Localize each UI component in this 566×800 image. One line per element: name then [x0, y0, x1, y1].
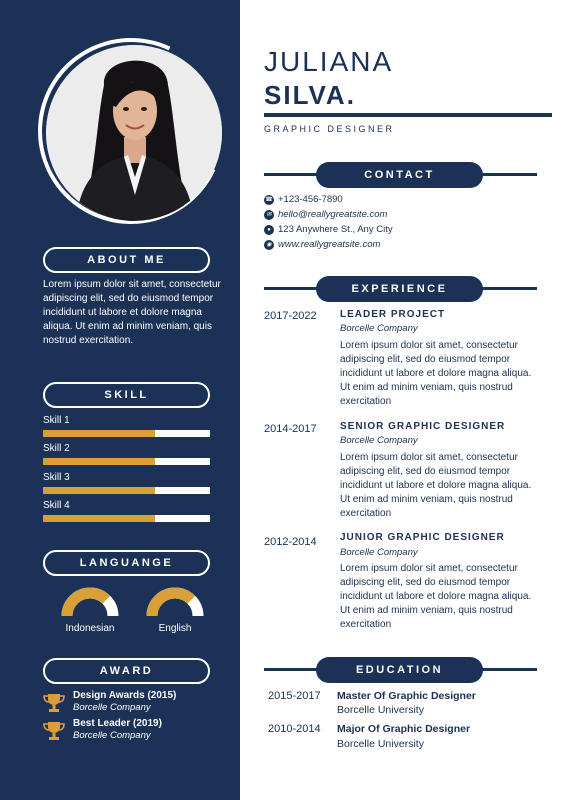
phone-text: +123-456-7890	[278, 194, 343, 205]
award-item	[43, 690, 223, 716]
education-degree: Master Of Graphic Designer	[337, 690, 476, 702]
language-item	[142, 585, 208, 634]
language-heading: LANGUANGE	[43, 550, 210, 576]
about-heading: ABOUT ME	[43, 247, 210, 273]
education-years: 2010-2014	[268, 723, 321, 735]
experience-title: JUNIOR GRAPHIC DESIGNER	[340, 532, 505, 543]
experience-description: Lorem ipsum dolor sit amet, consectetur adipiscing elit, sed do eiusmod tempor incididunt ut labore et dolore magna aliqua. Ut enim ad minim veniam, quis nostrud exercitation	[340, 563, 532, 630]
skill-bar	[43, 487, 210, 494]
language-gauge	[59, 585, 121, 617]
first-name: JULIANA	[264, 46, 394, 77]
contact-address	[264, 223, 393, 236]
award-title: Design Awards (2015)	[73, 690, 177, 701]
experience-years: 2014-2017	[264, 423, 317, 435]
website-text: www.reallygreatsite.com	[278, 239, 381, 250]
skill-bar-fill	[43, 487, 155, 494]
experience-description: Lorem ipsum dolor sit amet, consectetur adipiscing elit, sed do eiusmod tempor incididunt ut labore et dolore magna aliqua. Ut enim ad minim veniam, quis nostrud exercitation	[340, 452, 532, 519]
language-gauge-fill	[67, 593, 106, 616]
sidebar	[0, 0, 240, 800]
skill-item	[43, 443, 210, 465]
experience-company: Borcelle Company	[340, 547, 418, 558]
education-school: Borcelle University	[337, 738, 424, 750]
experience-title: LEADER PROJECT	[340, 309, 446, 320]
skill-heading: SKILL	[43, 382, 210, 408]
trophy-icon	[43, 720, 65, 742]
language-gauge	[144, 585, 206, 617]
education-years: 2015-2017	[268, 690, 321, 702]
skill-label: Skill 3	[43, 472, 70, 483]
skill-bar	[43, 430, 210, 437]
experience-company: Borcelle Company	[340, 323, 418, 334]
name-divider	[264, 113, 552, 117]
award-org: Borcelle Company	[73, 730, 151, 741]
contact-website	[264, 238, 380, 251]
experience-years: 2012-2014	[264, 536, 317, 548]
language-label: Indonesian	[65, 623, 115, 634]
email-text: hello@reallygreatsite.com	[278, 209, 388, 220]
education-school: Borcelle University	[337, 704, 424, 716]
award-org: Borcelle Company	[73, 702, 151, 713]
language-label: English	[158, 623, 192, 634]
skill-bar-fill	[43, 515, 155, 522]
experience-title: SENIOR GRAPHIC DESIGNER	[340, 421, 506, 432]
award-title: Best Leader (2019)	[73, 718, 162, 729]
email-icon: ✉	[264, 210, 274, 220]
experience-years: 2017-2022	[264, 310, 317, 322]
skill-label: Skill 2	[43, 443, 70, 454]
skill-label: Skill 1	[43, 415, 70, 426]
experience-description: Lorem ipsum dolor sit amet, consectetur adipiscing elit, sed do eiusmod tempor incididunt ut labore et dolore magna aliqua. Ut enim ad minim veniam, quis nostrud exercitation	[340, 340, 532, 407]
job-title: GRAPHIC DESIGNER	[264, 124, 395, 134]
skill-item	[43, 472, 210, 494]
skill-bar-fill	[43, 458, 155, 465]
skill-bar-fill	[43, 430, 155, 437]
education-degree: Major Of Graphic Designer	[337, 723, 471, 735]
experience-company: Borcelle Company	[340, 435, 418, 446]
award-item	[43, 718, 223, 744]
skill-label: Skill 4	[43, 500, 70, 511]
location-pin-icon: ●	[264, 225, 274, 235]
language-item	[57, 585, 123, 634]
language-gauge-fill	[152, 593, 191, 616]
phone-icon: ☎	[265, 196, 273, 203]
profile-photo	[46, 45, 222, 221]
last-name: SILVA.	[264, 80, 356, 110]
about-text: Lorem ipsum dolor sit amet, consectetur adipiscing elit, sed do eiusmod tempor incididunt ut labore et dolore magna aliqua. Ut enim ad minim veniam, quis nostrud exercitation.	[43, 279, 221, 346]
contact-email	[264, 208, 387, 221]
globe-icon: ◉	[264, 240, 274, 250]
skill-bar	[43, 458, 210, 465]
award-heading: AWARD	[43, 658, 210, 684]
contact-phone	[264, 193, 343, 206]
contact-heading: CONTACT	[316, 162, 483, 188]
experience-heading: EXPERIENCE	[316, 276, 483, 302]
skill-item	[43, 415, 210, 437]
skill-bar	[43, 515, 210, 522]
skill-item	[43, 500, 210, 522]
trophy-icon	[43, 692, 65, 714]
address-text: 123 Anywhere St., Any City	[278, 224, 393, 235]
education-heading: EDUCATION	[316, 657, 483, 683]
